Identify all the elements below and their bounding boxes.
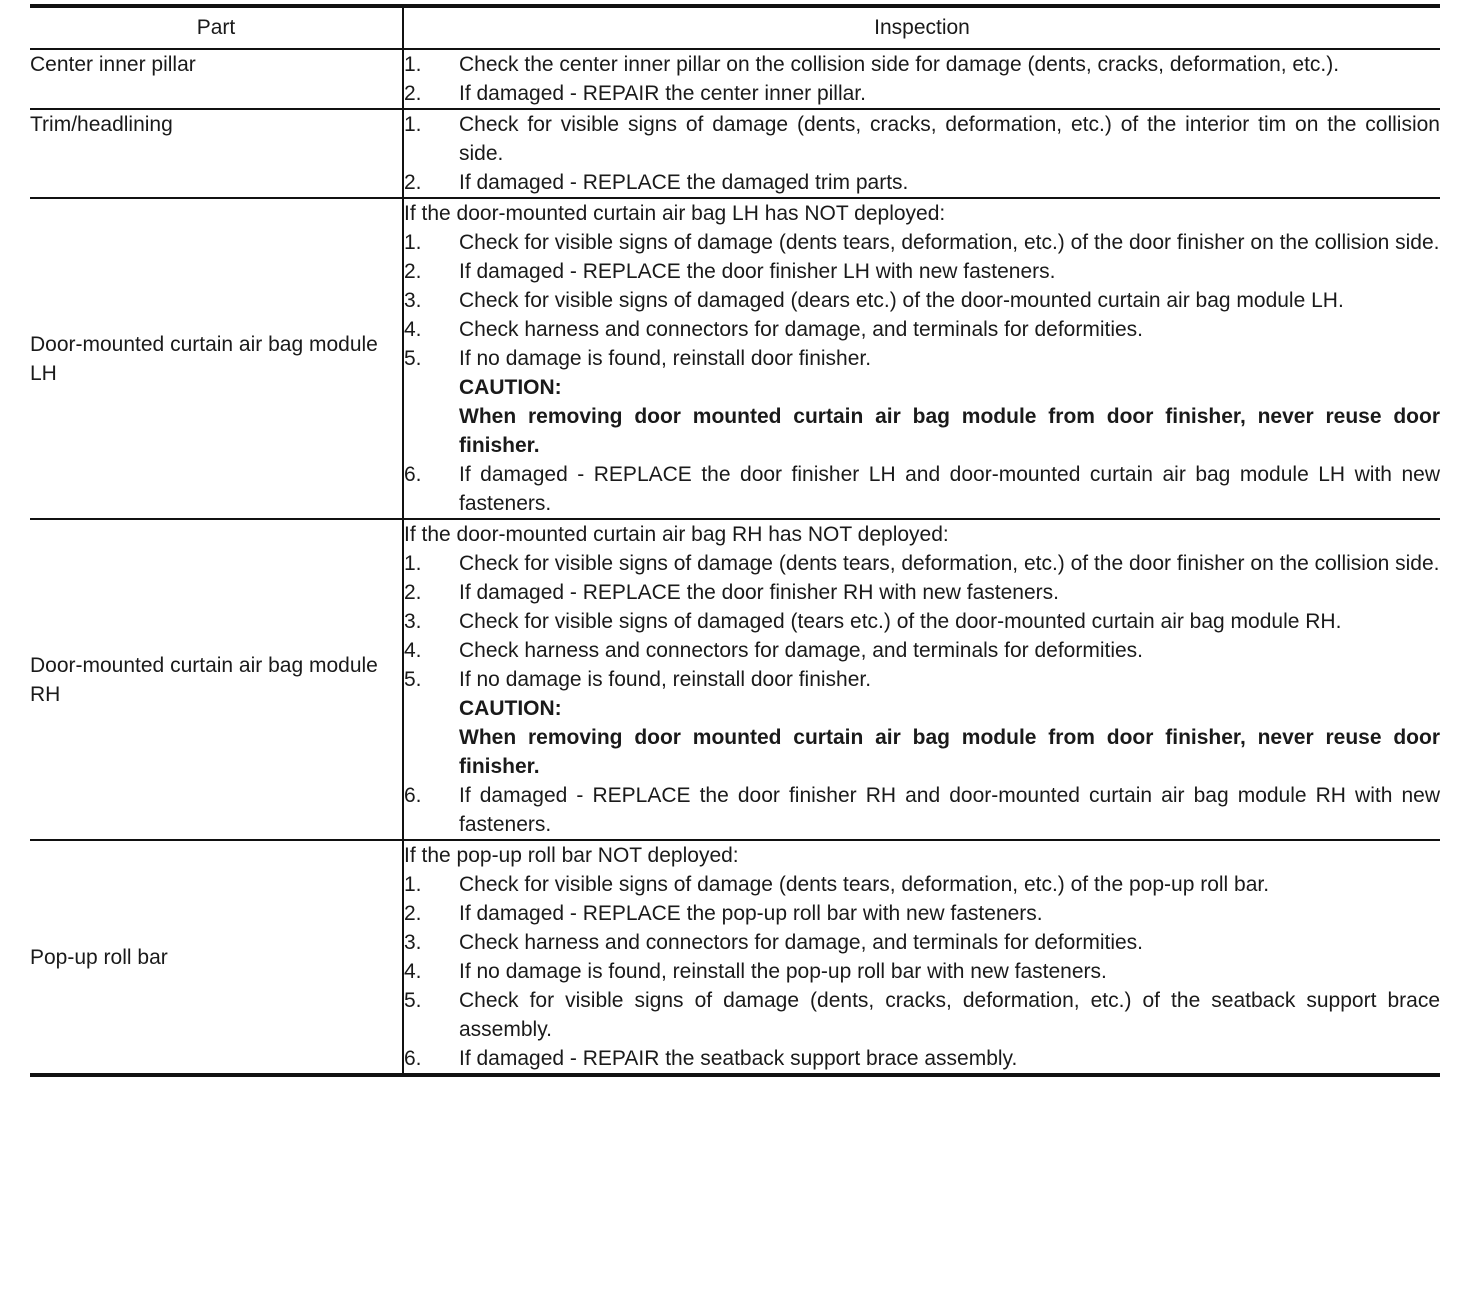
- step-text: Check the center inner pillar on the collision side for damage (dents, cracks, deformation, etc.).: [459, 53, 1340, 76]
- step-item: [404, 257, 1440, 286]
- step-item: [404, 344, 1440, 373]
- caution-label: CAUTION:: [459, 697, 562, 720]
- step-item: [404, 460, 1440, 518]
- header-part: Part: [30, 6, 403, 49]
- step-text: Check harness and connectors for damage, and terminals for deformities.: [459, 318, 1144, 341]
- step-item: [404, 286, 1440, 315]
- part-name: Door-mounted curtain air bag module LH: [30, 198, 403, 519]
- step-number: 6.: [404, 784, 422, 807]
- step-item: [404, 578, 1440, 607]
- step-text: If damaged - REPLACE the damaged trim parts.: [459, 171, 909, 194]
- condition-intro: If the door-mounted curtain air bag LH has NOT deployed:: [404, 202, 946, 225]
- step-text: If damaged - REPLACE the door finisher RH and door-mounted curtain air bag module RH with new fasteners.: [459, 784, 1440, 836]
- step-text: Check for visible signs of damage (dents, cracks, deformation, etc.) of the interior tim on the collision side.: [459, 113, 1440, 165]
- table-row: [30, 519, 1440, 840]
- step-text: Check for visible signs of damage (dents tears, deformation, etc.) of the door finisher on the collision side.: [459, 552, 1440, 575]
- step-text: If damaged - REPLACE the door finisher LH with new fasteners.: [459, 260, 1056, 283]
- table-row: [30, 198, 1440, 519]
- step-text: Check for visible signs of damaged (tears etc.) of the door-mounted curtain air bag module RH.: [459, 610, 1342, 633]
- step-text: If damaged - REPLACE the door finisher LH and door-mounted curtain air bag module LH with new fasteners.: [459, 463, 1440, 515]
- step-item: [404, 79, 1440, 108]
- step-text: If damaged - REPAIR the center inner pillar.: [459, 82, 866, 105]
- step-item: [404, 168, 1440, 197]
- step-number: 2.: [404, 581, 422, 604]
- step-number: 3.: [404, 931, 422, 954]
- step-item: [404, 50, 1440, 79]
- step-text: Check for visible signs of damaged (dears etc.) of the door-mounted curtain air bag module LH.: [459, 289, 1344, 312]
- inspection-cell: [403, 198, 1440, 519]
- step-text: Check harness and connectors for damage, and terminals for deformities.: [459, 931, 1144, 954]
- step-item: [404, 986, 1440, 1044]
- step-item: [404, 781, 1440, 839]
- table-row: [30, 49, 1440, 109]
- step-number: 2.: [404, 260, 422, 283]
- inspection-cell: [403, 840, 1440, 1075]
- step-number: 2.: [404, 171, 422, 194]
- part-name: Pop-up roll bar: [30, 840, 403, 1075]
- step-number: 1.: [404, 53, 422, 76]
- part-name: Door-mounted curtain air bag module RH: [30, 519, 403, 840]
- step-item: [404, 1044, 1440, 1073]
- part-name: Trim/headlining: [30, 109, 403, 198]
- step-number: 5.: [404, 989, 422, 1012]
- part-name: Center inner pillar: [30, 49, 403, 109]
- step-number: 3.: [404, 610, 422, 633]
- step-number: 3.: [404, 289, 422, 312]
- step-item: [404, 549, 1440, 578]
- step-item: [404, 957, 1440, 986]
- step-number: 1.: [404, 231, 422, 254]
- table-row: [30, 840, 1440, 1075]
- inspection-table: [30, 4, 1440, 1077]
- condition-intro: If the pop-up roll bar NOT deployed:: [404, 844, 739, 867]
- caution-label: CAUTION:: [459, 376, 562, 399]
- step-number: 4.: [404, 318, 422, 341]
- step-number: 6.: [404, 1047, 422, 1070]
- caution-text: When removing door mounted curtain air bag module from door finisher, never reuse door finisher.: [459, 726, 1440, 778]
- step-number: 5.: [404, 347, 422, 370]
- caution-text: When removing door mounted curtain air bag module from door finisher, never reuse door finisher.: [459, 405, 1440, 457]
- step-item: [404, 110, 1440, 168]
- inspection-cell: [403, 109, 1440, 198]
- step-text: If damaged - REPAIR the seatback support brace assembly.: [459, 1047, 1018, 1070]
- step-text: Check harness and connectors for damage, and terminals for deformities.: [459, 639, 1144, 662]
- table-row: [30, 109, 1440, 198]
- step-number: 4.: [404, 639, 422, 662]
- step-text: If no damage is found, reinstall door finisher.: [459, 347, 872, 370]
- step-text: Check for visible signs of damage (dents, cracks, deformation, etc.) of the seatback support brace assembly.: [459, 989, 1440, 1041]
- step-text: If damaged - REPLACE the door finisher RH with new fasteners.: [459, 581, 1059, 604]
- step-number: 2.: [404, 902, 422, 925]
- step-number: 5.: [404, 668, 422, 691]
- step-item: [404, 315, 1440, 344]
- step-text: If no damage is found, reinstall the pop-up roll bar with new fasteners.: [459, 960, 1107, 983]
- step-item: [404, 636, 1440, 665]
- step-text: Check for visible signs of damage (dents tears, deformation, etc.) of the pop-up roll bar.: [459, 873, 1270, 896]
- inspection-cell: [403, 49, 1440, 109]
- step-item: [404, 607, 1440, 636]
- table-header-row: [30, 6, 1440, 49]
- step-number: 1.: [404, 552, 422, 575]
- step-text: Check for visible signs of damage (dents tears, deformation, etc.) of the door finisher on the collision side.: [459, 231, 1440, 254]
- step-number: 1.: [404, 873, 422, 896]
- step-number: 2.: [404, 82, 422, 105]
- condition-intro: If the door-mounted curtain air bag RH has NOT deployed:: [404, 523, 949, 546]
- step-number: 6.: [404, 463, 422, 486]
- step-item: [404, 665, 1440, 694]
- step-text: If no damage is found, reinstall door finisher.: [459, 668, 872, 691]
- step-item: [404, 870, 1440, 899]
- step-item: [404, 899, 1440, 928]
- step-item: [404, 228, 1440, 257]
- step-number: 1.: [404, 113, 422, 136]
- step-number: 4.: [404, 960, 422, 983]
- step-text: If damaged - REPLACE the pop-up roll bar with new fasteners.: [459, 902, 1043, 925]
- inspection-cell: [403, 519, 1440, 840]
- header-inspection: Inspection: [403, 6, 1440, 49]
- step-item: [404, 928, 1440, 957]
